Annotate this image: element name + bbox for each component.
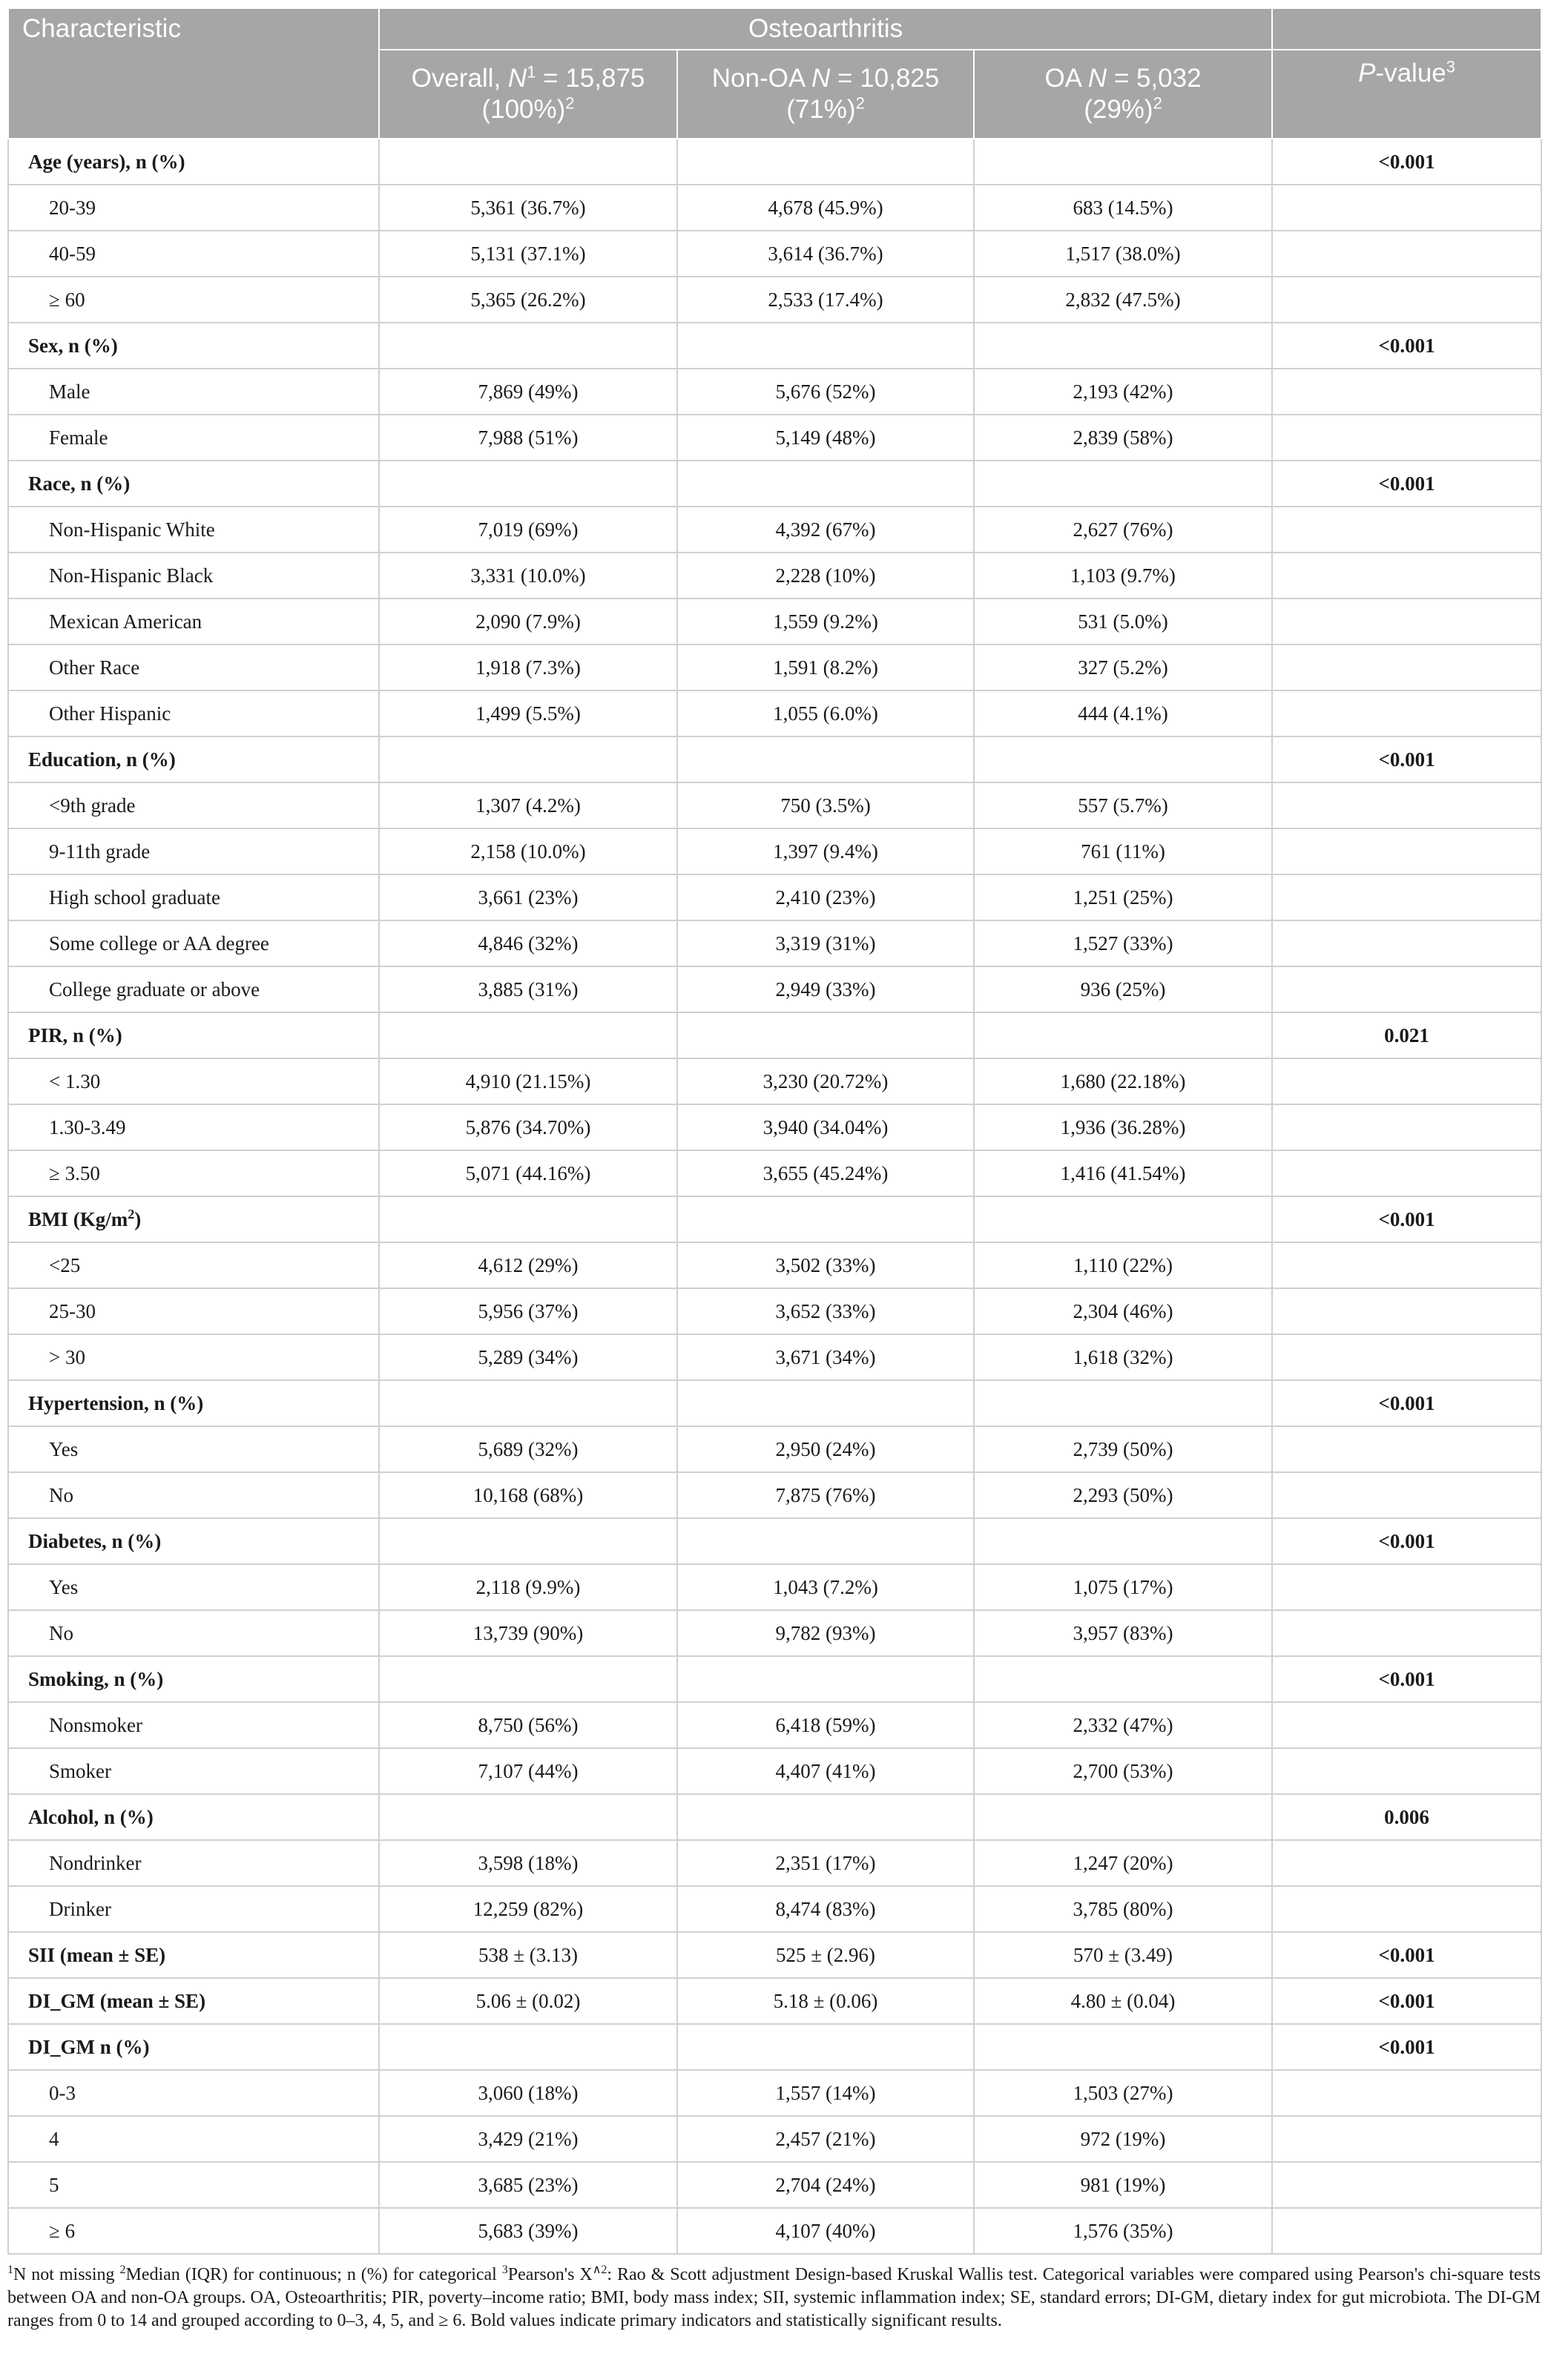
overall-cell: 3,429 (21%) xyxy=(379,2116,677,2162)
p-value-cell xyxy=(1272,231,1541,277)
oa-cell xyxy=(974,1380,1272,1426)
oa-cell: 1,247 (20%) xyxy=(974,1840,1272,1886)
oa-cell: 570 ± (3.49) xyxy=(974,1932,1272,1978)
group-row xyxy=(8,1978,1541,2024)
row-label: Yes xyxy=(8,1426,379,1472)
non-oa-cell: 5.18 ± (0.06) xyxy=(677,1978,974,2024)
oa-cell: 936 (25%) xyxy=(974,966,1272,1012)
p-value-cell xyxy=(1272,1702,1541,1748)
p-value-cell xyxy=(1272,1288,1541,1334)
non-oa-cell: 750 (3.5%) xyxy=(677,782,974,828)
oa-cell: 557 (5.7%) xyxy=(974,782,1272,828)
group-label: Race, n (%) xyxy=(8,461,379,507)
group-label: Diabetes, n (%) xyxy=(8,1518,379,1564)
header-characteristic: Characteristic xyxy=(8,8,379,139)
non-oa-cell xyxy=(677,461,974,507)
p-value-cell xyxy=(1272,1334,1541,1380)
group-row xyxy=(8,1012,1541,1058)
oa-cell xyxy=(974,1656,1272,1702)
overall-cell xyxy=(379,1518,677,1564)
overall-cell: 3,060 (18%) xyxy=(379,2070,677,2116)
oa-cell: 1,618 (32%) xyxy=(974,1334,1272,1380)
row-label: Mexican American xyxy=(8,599,379,645)
non-oa-cell: 2,950 (24%) xyxy=(677,1426,974,1472)
overall-cell xyxy=(379,1794,677,1840)
overall-cell xyxy=(379,461,677,507)
p-value-cell: <0.001 xyxy=(1272,139,1541,185)
p-value-cell xyxy=(1272,1564,1541,1610)
non-oa-cell: 1,559 (9.2%) xyxy=(677,599,974,645)
p-value-cell xyxy=(1272,1058,1541,1104)
group-row xyxy=(8,139,1541,185)
non-oa-cell: 3,319 (31%) xyxy=(677,920,974,966)
header-row-top xyxy=(8,8,1541,50)
row-label: <25 xyxy=(8,1242,379,1288)
oa-cell: 981 (19%) xyxy=(974,2162,1272,2208)
table-footnote: $^1$N not missing $^2$Median (IQR) for continuous; n (%) for categorical $^3$Pearson's $X^{\wedge 2}$: Rao & Scott adjustment Design-based Kruskal Wallis test. Categorical variables were compared using Pearson's chi-square tests between OA and non-OA groups. OA, Osteoarthritis; PIR, poverty–income ratio; BMI, body mass index; SII, systemic inflammation index; SE, standard errors; DI-GM, dietary index for gut microbiota. The DI-GM ranges from 0 to 14 and grouped according to 0–3, 4, 5, and ≥ 6. Bold values indicate primary indicators and statistically significant results. xyxy=(7,2264,1541,2330)
table-row xyxy=(8,185,1541,231)
overall-cell xyxy=(379,1380,677,1426)
p-value-cell: <0.001 xyxy=(1272,1380,1541,1426)
group-row xyxy=(8,1656,1541,1702)
table-row xyxy=(8,874,1541,920)
table-row xyxy=(8,1564,1541,1610)
table-row xyxy=(8,1242,1541,1288)
non-oa-cell: 8,474 (83%) xyxy=(677,1886,974,1932)
overall-cell xyxy=(379,736,677,782)
non-oa-cell: 2,457 (21%) xyxy=(677,2116,974,2162)
oa-cell: 683 (14.5%) xyxy=(974,185,1272,231)
group-label: Alcohol, n (%) xyxy=(8,1794,379,1840)
row-label: Smoker xyxy=(8,1748,379,1794)
p-value-cell: 0.006 xyxy=(1272,1794,1541,1840)
overall-cell xyxy=(379,1196,677,1242)
non-oa-cell xyxy=(677,736,974,782)
overall-cell: 3,685 (23%) xyxy=(379,2162,677,2208)
header-osteoarthritis: Osteoarthritis xyxy=(379,8,1272,50)
non-oa-cell: 4,678 (45.9%) xyxy=(677,185,974,231)
group-row xyxy=(8,1196,1541,1242)
group-label: Education, n (%) xyxy=(8,736,379,782)
table-row xyxy=(8,507,1541,553)
overall-cell: 5.06 ± (0.02) xyxy=(379,1978,677,2024)
group-row xyxy=(8,1932,1541,1978)
group-label: Smoking, n (%) xyxy=(8,1656,379,1702)
oa-cell: 2,700 (53%) xyxy=(974,1748,1272,1794)
table-row xyxy=(8,782,1541,828)
header-overall: Overall, $N^1 = 15,875$ $(100\%)^2$ xyxy=(379,50,677,139)
p-value-cell: <0.001 xyxy=(1272,736,1541,782)
non-oa-cell: 6,418 (59%) xyxy=(677,1702,974,1748)
row-label: <9th grade xyxy=(8,782,379,828)
header-blank xyxy=(1272,8,1541,50)
table-row xyxy=(8,415,1541,461)
p-value-cell xyxy=(1272,2208,1541,2254)
non-oa-cell: 7,875 (76%) xyxy=(677,1472,974,1518)
row-label: Some college or AA degree xyxy=(8,920,379,966)
table-row xyxy=(8,690,1541,736)
overall-cell: 5,289 (34%) xyxy=(379,1334,677,1380)
row-label: Nonsmoker xyxy=(8,1702,379,1748)
group-row xyxy=(8,1794,1541,1840)
p-value-cell: <0.001 xyxy=(1272,2024,1541,2070)
group-row xyxy=(8,736,1541,782)
p-value-cell xyxy=(1272,1104,1541,1150)
oa-cell: 972 (19%) xyxy=(974,2116,1272,2162)
table-body xyxy=(8,139,1541,2254)
group-label: Age (years), n (%) xyxy=(8,139,379,185)
oa-cell xyxy=(974,2024,1272,2070)
non-oa-cell: 1,055 (6.0%) xyxy=(677,690,974,736)
p-value-cell xyxy=(1272,369,1541,415)
oa-cell: 2,739 (50%) xyxy=(974,1426,1272,1472)
p-value-cell xyxy=(1272,599,1541,645)
overall-cell: 3,331 (10.0%) xyxy=(379,553,677,599)
p-value-cell xyxy=(1272,553,1541,599)
overall-cell: 8,750 (56%) xyxy=(379,1702,677,1748)
overall-cell xyxy=(379,323,677,369)
oa-cell xyxy=(974,1196,1272,1242)
oa-cell: 1,576 (35%) xyxy=(974,2208,1272,2254)
row-label: Drinker xyxy=(8,1886,379,1932)
non-oa-cell xyxy=(677,1656,974,1702)
header-p-value: P-value$^3$ xyxy=(1272,50,1541,139)
oa-cell: 4.80 ± (0.04) xyxy=(974,1978,1272,2024)
row-label: 5 xyxy=(8,2162,379,2208)
row-label: High school graduate xyxy=(8,874,379,920)
overall-cell: 4,910 (21.15%) xyxy=(379,1058,677,1104)
non-oa-cell: 3,671 (34%) xyxy=(677,1334,974,1380)
table-header xyxy=(8,8,1541,139)
non-oa-cell: 4,407 (41%) xyxy=(677,1748,974,1794)
overall-cell: 7,019 (69%) xyxy=(379,507,677,553)
overall-cell: 2,158 (10.0%) xyxy=(379,828,677,874)
overall-cell: 5,689 (32%) xyxy=(379,1426,677,1472)
p-value-cell xyxy=(1272,1472,1541,1518)
non-oa-cell: 2,533 (17.4%) xyxy=(677,277,974,323)
non-oa-cell: 1,397 (9.4%) xyxy=(677,828,974,874)
p-value-cell: 0.021 xyxy=(1272,1012,1541,1058)
non-oa-cell: 3,652 (33%) xyxy=(677,1288,974,1334)
group-label: Sex, n (%) xyxy=(8,323,379,369)
oa-cell: 1,527 (33%) xyxy=(974,920,1272,966)
p-value-cell xyxy=(1272,2070,1541,2116)
row-label: 4 xyxy=(8,2116,379,2162)
table-row xyxy=(8,1150,1541,1196)
oa-cell: 531 (5.0%) xyxy=(974,599,1272,645)
overall-cell: 1,307 (4.2%) xyxy=(379,782,677,828)
group-label: BMI $(Kg/m^2)$ xyxy=(8,1196,379,1242)
overall-cell: 5,365 (26.2%) xyxy=(379,277,677,323)
overall-cell: 10,168 (68%) xyxy=(379,1472,677,1518)
p-value-cell xyxy=(1272,782,1541,828)
table-row xyxy=(8,2208,1541,2254)
row-label: College graduate or above xyxy=(8,966,379,1012)
non-oa-cell: 525 ± (2.96) xyxy=(677,1932,974,1978)
group-label: SII (mean ± SE) xyxy=(8,1932,379,1978)
oa-cell: 2,332 (47%) xyxy=(974,1702,1272,1748)
overall-cell: 538 ± (3.13) xyxy=(379,1932,677,1978)
non-oa-cell: 1,043 (7.2%) xyxy=(677,1564,974,1610)
p-value-cell xyxy=(1272,920,1541,966)
oa-cell: 1,517 (38.0%) xyxy=(974,231,1272,277)
p-value-cell xyxy=(1272,966,1541,1012)
row-label: 0-3 xyxy=(8,2070,379,2116)
non-oa-cell: 2,228 (10%) xyxy=(677,553,974,599)
oa-cell: 1,251 (25%) xyxy=(974,874,1272,920)
overall-cell: 2,090 (7.9%) xyxy=(379,599,677,645)
non-oa-cell: 3,614 (36.7%) xyxy=(677,231,974,277)
overall-cell: 7,869 (49%) xyxy=(379,369,677,415)
row-label: Non-Hispanic White xyxy=(8,507,379,553)
overall-cell: 7,107 (44%) xyxy=(379,1748,677,1794)
row-label: < 1.30 xyxy=(8,1058,379,1104)
table-row xyxy=(8,1104,1541,1150)
row-label: Nondrinker xyxy=(8,1840,379,1886)
header-non-oa: Non-OA N = 10,825 $(71\%)^2$ xyxy=(677,50,974,139)
oa-cell: 1,416 (41.54%) xyxy=(974,1150,1272,1196)
overall-cell: 5,683 (39%) xyxy=(379,2208,677,2254)
oa-cell xyxy=(974,736,1272,782)
table-row xyxy=(8,2070,1541,2116)
oa-cell: 2,193 (42%) xyxy=(974,369,1272,415)
non-oa-cell: 2,410 (23%) xyxy=(677,874,974,920)
table-row xyxy=(8,1610,1541,1656)
row-label: 20-39 xyxy=(8,185,379,231)
non-oa-cell: 5,676 (52%) xyxy=(677,369,974,415)
p-value-cell xyxy=(1272,1426,1541,1472)
overall-cell: 12,259 (82%) xyxy=(379,1886,677,1932)
overall-cell xyxy=(379,139,677,185)
p-value-cell xyxy=(1272,1610,1541,1656)
table-row xyxy=(8,1472,1541,1518)
group-row xyxy=(8,323,1541,369)
overall-cell: 1,918 (7.3%) xyxy=(379,645,677,690)
p-value-cell xyxy=(1272,415,1541,461)
oa-cell: 1,110 (22%) xyxy=(974,1242,1272,1288)
oa-cell: 2,832 (47.5%) xyxy=(974,277,1272,323)
table-row xyxy=(8,645,1541,690)
row-label: ≥ 60 xyxy=(8,277,379,323)
row-label: 40-59 xyxy=(8,231,379,277)
p-value-cell xyxy=(1272,690,1541,736)
oa-cell: 327 (5.2%) xyxy=(974,645,1272,690)
p-value-cell xyxy=(1272,645,1541,690)
p-value-cell xyxy=(1272,2116,1541,2162)
overall-cell: 2,118 (9.9%) xyxy=(379,1564,677,1610)
table-row xyxy=(8,369,1541,415)
table-row xyxy=(8,1748,1541,1794)
table-row xyxy=(8,1886,1541,1932)
p-value-cell xyxy=(1272,1840,1541,1886)
non-oa-cell xyxy=(677,1518,974,1564)
non-oa-cell xyxy=(677,1380,974,1426)
table-row xyxy=(8,553,1541,599)
table-row xyxy=(8,966,1541,1012)
overall-cell xyxy=(379,1656,677,1702)
table-row xyxy=(8,2116,1541,2162)
p-value-cell: <0.001 xyxy=(1272,1518,1541,1564)
table-row xyxy=(8,1288,1541,1334)
non-oa-cell: 2,704 (24%) xyxy=(677,2162,974,2208)
oa-cell: 1,103 (9.7%) xyxy=(974,553,1272,599)
p-value-cell xyxy=(1272,185,1541,231)
row-label: Other Race xyxy=(8,645,379,690)
group-row xyxy=(8,1518,1541,1564)
oa-cell: 1,503 (27%) xyxy=(974,2070,1272,2116)
table-row xyxy=(8,1702,1541,1748)
p-value-cell xyxy=(1272,2162,1541,2208)
oa-cell xyxy=(974,139,1272,185)
overall-cell: 5,876 (34.70%) xyxy=(379,1104,677,1150)
non-oa-cell: 4,392 (67%) xyxy=(677,507,974,553)
table-row xyxy=(8,277,1541,323)
p-value-cell xyxy=(1272,277,1541,323)
non-oa-cell: 3,940 (34.04%) xyxy=(677,1104,974,1150)
group-label: DI_GM (mean ± SE) xyxy=(8,1978,379,2024)
oa-cell: 761 (11%) xyxy=(974,828,1272,874)
non-oa-cell xyxy=(677,1012,974,1058)
row-label: Non-Hispanic Black xyxy=(8,553,379,599)
non-oa-cell: 2,351 (17%) xyxy=(677,1840,974,1886)
non-oa-cell xyxy=(677,1794,974,1840)
overall-cell: 5,071 (44.16%) xyxy=(379,1150,677,1196)
oa-cell: 2,304 (46%) xyxy=(974,1288,1272,1334)
table-row xyxy=(8,231,1541,277)
group-label: Hypertension, n (%) xyxy=(8,1380,379,1426)
table-row xyxy=(8,828,1541,874)
oa-cell xyxy=(974,1794,1272,1840)
oa-cell: 2,627 (76%) xyxy=(974,507,1272,553)
overall-cell: 3,885 (31%) xyxy=(379,966,677,1012)
overall-cell: 5,956 (37%) xyxy=(379,1288,677,1334)
oa-cell xyxy=(974,1012,1272,1058)
p-value-cell xyxy=(1272,1242,1541,1288)
oa-cell: 1,936 (36.28%) xyxy=(974,1104,1272,1150)
row-label: 1.30-3.49 xyxy=(8,1104,379,1150)
non-oa-cell: 3,655 (45.24%) xyxy=(677,1150,974,1196)
header-oa: OA N = 5,032 $(29\%)^2$ xyxy=(974,50,1272,139)
overall-cell: 4,846 (32%) xyxy=(379,920,677,966)
oa-cell: 3,957 (83%) xyxy=(974,1610,1272,1656)
p-value-cell: <0.001 xyxy=(1272,1196,1541,1242)
oa-cell xyxy=(974,323,1272,369)
group-label: DI_GM n (%) xyxy=(8,2024,379,2070)
p-value-cell xyxy=(1272,1748,1541,1794)
p-value-cell: <0.001 xyxy=(1272,1932,1541,1978)
overall-cell: 1,499 (5.5%) xyxy=(379,690,677,736)
baseline-characteristics-table xyxy=(7,7,1542,2255)
group-row xyxy=(8,1380,1541,1426)
group-label: PIR, n (%) xyxy=(8,1012,379,1058)
p-value-cell xyxy=(1272,874,1541,920)
table-row xyxy=(8,1334,1541,1380)
p-value-cell: <0.001 xyxy=(1272,1978,1541,2024)
overall-cell xyxy=(379,1012,677,1058)
non-oa-cell: 2,949 (33%) xyxy=(677,966,974,1012)
non-oa-cell xyxy=(677,2024,974,2070)
non-oa-cell xyxy=(677,139,974,185)
group-row xyxy=(8,461,1541,507)
p-value-cell: <0.001 xyxy=(1272,1656,1541,1702)
table-row xyxy=(8,1840,1541,1886)
non-oa-cell: 1,557 (14%) xyxy=(677,2070,974,2116)
non-oa-cell xyxy=(677,1196,974,1242)
table-row xyxy=(8,599,1541,645)
row-label: Female xyxy=(8,415,379,461)
oa-cell: 3,785 (80%) xyxy=(974,1886,1272,1932)
table-row xyxy=(8,2162,1541,2208)
oa-cell xyxy=(974,461,1272,507)
row-label: > 30 xyxy=(8,1334,379,1380)
p-value-cell xyxy=(1272,828,1541,874)
overall-cell: 4,612 (29%) xyxy=(379,1242,677,1288)
table-row xyxy=(8,1058,1541,1104)
p-value-cell xyxy=(1272,1886,1541,1932)
non-oa-cell: 5,149 (48%) xyxy=(677,415,974,461)
non-oa-cell: 3,502 (33%) xyxy=(677,1242,974,1288)
non-oa-cell: 9,782 (93%) xyxy=(677,1610,974,1656)
non-oa-cell: 1,591 (8.2%) xyxy=(677,645,974,690)
p-value-cell xyxy=(1272,1150,1541,1196)
p-value-cell: <0.001 xyxy=(1272,323,1541,369)
row-label: ≥ 6 xyxy=(8,2208,379,2254)
overall-cell: 5,131 (37.1%) xyxy=(379,231,677,277)
group-row xyxy=(8,2024,1541,2070)
row-label: 25-30 xyxy=(8,1288,379,1334)
row-label: Male xyxy=(8,369,379,415)
overall-cell: 3,598 (18%) xyxy=(379,1840,677,1886)
table-row xyxy=(8,1426,1541,1472)
row-label: Other Hispanic xyxy=(8,690,379,736)
row-label: ≥ 3.50 xyxy=(8,1150,379,1196)
oa-cell: 444 (4.1%) xyxy=(974,690,1272,736)
overall-cell: 3,661 (23%) xyxy=(379,874,677,920)
row-label: No xyxy=(8,1472,379,1518)
oa-cell: 2,293 (50%) xyxy=(974,1472,1272,1518)
row-label: Yes xyxy=(8,1564,379,1610)
table-row xyxy=(8,920,1541,966)
overall-cell: 5,361 (36.7%) xyxy=(379,185,677,231)
row-label: No xyxy=(8,1610,379,1656)
row-label: 9-11th grade xyxy=(8,828,379,874)
oa-cell: 1,680 (22.18%) xyxy=(974,1058,1272,1104)
p-value-cell xyxy=(1272,507,1541,553)
overall-cell: 7,988 (51%) xyxy=(379,415,677,461)
overall-cell xyxy=(379,2024,677,2070)
oa-cell: 1,075 (17%) xyxy=(974,1564,1272,1610)
oa-cell xyxy=(974,1518,1272,1564)
overall-cell: 13,739 (90%) xyxy=(379,1610,677,1656)
p-value-cell: <0.001 xyxy=(1272,461,1541,507)
non-oa-cell: 4,107 (40%) xyxy=(677,2208,974,2254)
non-oa-cell xyxy=(677,323,974,369)
non-oa-cell: 3,230 (20.72%) xyxy=(677,1058,974,1104)
oa-cell: 2,839 (58%) xyxy=(974,415,1272,461)
